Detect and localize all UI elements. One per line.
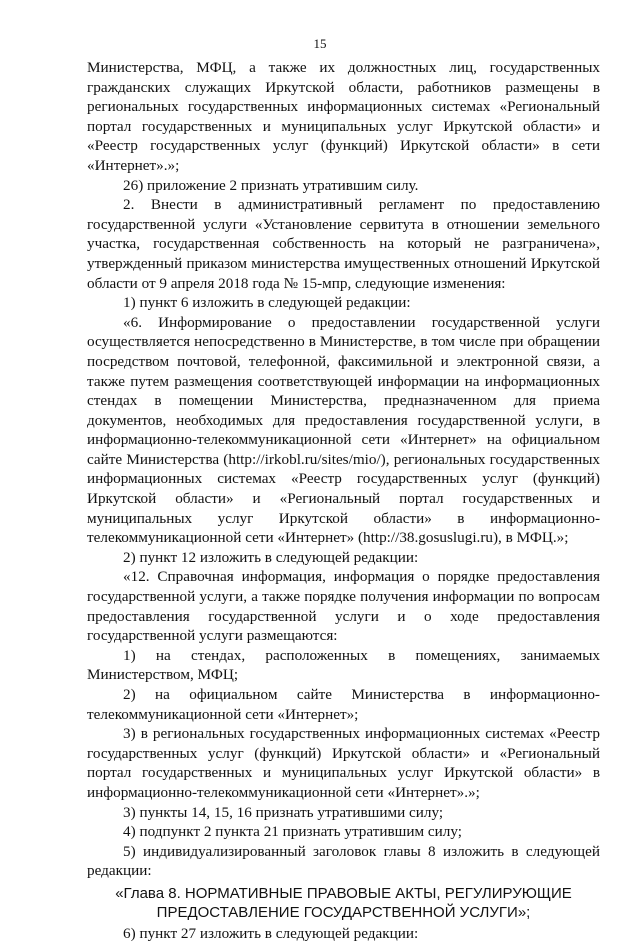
paragraph: 3) пункты 14, 15, 16 признать утратившими силу; xyxy=(123,803,444,821)
paragraph: 4) подпункт 2 пункта 21 признать утратившим силу; xyxy=(123,823,462,841)
paragraph: «12. Справочная информация, информация о порядке предоставления государственной услуги, а также порядке получения информации по вопросам предоставления государственной услуги и о ходе предоставления государственной услуги размещаются: xyxy=(87,568,600,645)
document-body xyxy=(87,58,600,944)
paragraph: 2. Внести в административный регламент по предоставлению государственной услуги «Установление сервитута в отношении земельного участка, государственная собственность на который не разграничена», утвержденный приказом министерства имущественных отношений Иркутской области от 9 апреля 2018 года № 15-мпр, следующие изменения: xyxy=(87,196,600,292)
paragraph: 2) на официальном сайте Министерства в информационно-телекоммуникационной сети «Интернет»; xyxy=(87,686,600,723)
chapter-heading: «Глава 8. НОРМАТИВНЫЕ ПРАВОВЫЕ АКТЫ, РЕГУЛИРУЮЩИЕ ПРЕДОСТАВЛЕНИЕ ГОСУДАРСТВЕННОЙ УСЛУГИ»; xyxy=(115,884,572,921)
paragraph: 1) пункт 6 изложить в следующей редакции: xyxy=(123,294,411,312)
paragraph: 6) пункт 27 изложить в следующей редакции: xyxy=(123,924,419,942)
paragraph: 5) индивидуализированный заголовок главы 8 изложить в следующей редакции: xyxy=(87,842,600,880)
page-number: 15 xyxy=(313,36,327,51)
paragraph: Министерства, МФЦ, а также их должностных лиц, государственных гражданских служащих Иркутской области, работников размещены в региональных государственных информационных системах «Региональный портал государственных и муниципальных услуг Иркутской области» и «Реестр государственных услуг (функций) Иркутской области» в сети «Интернет».»; xyxy=(87,59,600,174)
paragraph: 3) в региональных государственных информационных системах «Реестр государственных услуг (функций) Иркутской области» и «Региональный портал государственных и муниципальных услуг Иркутской области» в информационно-телекоммуникационной сети «Интернет».»; xyxy=(87,725,600,801)
paragraph: 2) пункт 12 изложить в следующей редакции: xyxy=(123,548,419,566)
paragraph: 26) приложение 2 признать утратившим силу. xyxy=(123,176,419,194)
paragraph: 1) на стендах, расположенных в помещениях, занимаемых Министерством, МФЦ; xyxy=(87,646,600,684)
paragraph: «6. Информирование о предоставлении государственной услуги осуществляется непосредственно в Министерстве, в том числе при обращении посредством почтовой, телефонной, факсимильной и электронной связи, а также путем размещения соответствующей информации на информационных стендах в помещении Министерства, предназначенном для приема документов, необходимых для предоставления государственной услуги, в информационно-телекоммуникационной сети «Интернет» на официальном сайте Министерства (http://irkobl.ru/sites/mio/), региональных государственных информационных системах «Реестр государственных услуг (функций) Иркутской области» и «Региональный портал государственных и муниципальных услуг Иркутской области» в информационно-телекоммуникационной сети «Интернет» (http://38.gosuslugi.ru), в МФЦ.»; xyxy=(87,313,600,547)
